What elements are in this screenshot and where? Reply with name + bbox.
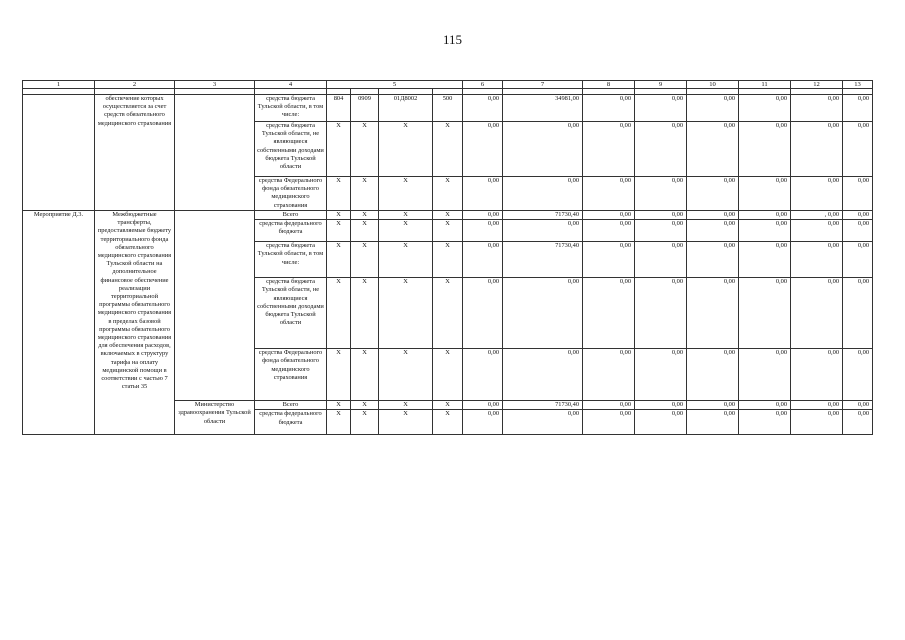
value-cell: 0,00 bbox=[583, 177, 635, 211]
code-cell: X bbox=[433, 211, 463, 220]
source-cell: Всего bbox=[255, 401, 327, 410]
value-cell: 0,00 bbox=[583, 220, 635, 242]
value-cell: 0,00 bbox=[687, 401, 739, 410]
value-cell: 0,00 bbox=[635, 220, 687, 242]
code-cell: X bbox=[327, 349, 351, 401]
value-cell: 0,00 bbox=[463, 220, 503, 242]
code-cell: X bbox=[433, 278, 463, 349]
value-cell: 71730,40 bbox=[503, 242, 583, 278]
code-cell: X bbox=[433, 220, 463, 242]
code-cell: X bbox=[327, 220, 351, 242]
budget-table bbox=[22, 80, 873, 435]
code-cell: X bbox=[351, 211, 379, 220]
value-cell: 0,00 bbox=[843, 211, 873, 220]
value-cell: 0,00 bbox=[503, 177, 583, 211]
value-cell: 0,00 bbox=[739, 278, 791, 349]
value-cell: 0,00 bbox=[791, 122, 843, 177]
value-cell: 0,00 bbox=[791, 401, 843, 410]
value-cell: 71730,40 bbox=[503, 401, 583, 410]
code-cell: X bbox=[379, 220, 433, 242]
value-cell: 0,00 bbox=[687, 95, 739, 122]
value-cell: , 0,00 bbox=[791, 211, 843, 220]
value-cell: 0,00 bbox=[503, 278, 583, 349]
code-cell: X bbox=[433, 401, 463, 410]
value-cell: 0,00 bbox=[583, 122, 635, 177]
value-cell: 0,00 bbox=[503, 349, 583, 401]
header-cell-6: 6 bbox=[463, 81, 503, 89]
code-cell: 804 bbox=[327, 95, 351, 122]
value-cell: 0,00 bbox=[463, 401, 503, 410]
code-cell: X bbox=[379, 211, 433, 220]
value-cell: 0,00 bbox=[463, 242, 503, 278]
code-cell: X bbox=[379, 122, 433, 177]
code-cell: X bbox=[351, 349, 379, 401]
code-cell: X bbox=[327, 122, 351, 177]
code-cell: X bbox=[379, 278, 433, 349]
code-cell: 500 bbox=[433, 95, 463, 122]
value-cell: 0,00 bbox=[843, 401, 873, 410]
header-cell-11: 11 bbox=[739, 81, 791, 89]
value-cell: 0,00 bbox=[687, 122, 739, 177]
value-cell: 0,00 bbox=[635, 401, 687, 410]
code-cell: X bbox=[433, 122, 463, 177]
value-cell: 0,00 bbox=[687, 177, 739, 211]
value-cell: 0,00 bbox=[635, 122, 687, 177]
value-cell: 0,00 bbox=[463, 278, 503, 349]
value-cell: 0,00 bbox=[791, 410, 843, 435]
value-cell: 0,00 bbox=[739, 220, 791, 242]
value-cell: 0,00 bbox=[739, 410, 791, 435]
header-cell-8: 8 bbox=[583, 81, 635, 89]
code-cell: 01Д8002 bbox=[379, 95, 433, 122]
page-number: 115 bbox=[442, 32, 463, 47]
activity-cell: Мероприятие Д.3. bbox=[23, 211, 95, 435]
header-cell-12: 12 bbox=[791, 81, 843, 89]
code-cell: 0909 bbox=[351, 95, 379, 122]
value-cell: 0,00 bbox=[739, 122, 791, 177]
value-cell: 0,00 bbox=[791, 95, 843, 122]
code-cell: X bbox=[433, 410, 463, 435]
value-cell: 0,00 bbox=[843, 220, 873, 242]
description-cell: обеспечение которых осуществляется за счет средств обязательного медицинского страхования bbox=[95, 95, 175, 211]
value-cell: 0,00 bbox=[503, 410, 583, 435]
value-cell: 0,00 bbox=[843, 349, 873, 401]
executor-cell bbox=[175, 211, 255, 401]
source-cell: средства бюджета Тульской области, не являющиеся собственными доходами бюджета Тульской области bbox=[255, 278, 327, 349]
value-cell: 0,00 bbox=[635, 278, 687, 349]
code-cell: X bbox=[327, 278, 351, 349]
code-cell: X bbox=[327, 410, 351, 435]
executor-cell bbox=[175, 95, 255, 211]
value-cell: 0,00 bbox=[583, 349, 635, 401]
value-cell: 0,00 bbox=[843, 177, 873, 211]
header-cell-9: 9 bbox=[635, 81, 687, 89]
executor-cell: Министерство здравоохранения Тульской области bbox=[175, 401, 255, 435]
source-cell: средства бюджета Тульской области, в том числе: bbox=[255, 95, 327, 122]
code-cell: X bbox=[327, 177, 351, 211]
code-cell: X bbox=[433, 177, 463, 211]
value-cell: 0,00 bbox=[463, 122, 503, 177]
value-cell: 0,00 bbox=[583, 95, 635, 122]
value-cell: 0,00 bbox=[503, 220, 583, 242]
code-cell: X bbox=[433, 242, 463, 278]
code-cell: X bbox=[433, 349, 463, 401]
source-cell: Всего bbox=[255, 211, 327, 220]
value-cell: 0,00 bbox=[583, 242, 635, 278]
value-cell: 0,00 bbox=[463, 211, 503, 220]
value-cell: 34981,00 bbox=[503, 95, 583, 122]
value-cell: 0,00 bbox=[635, 349, 687, 401]
code-cell: X bbox=[327, 211, 351, 220]
code-cell: X bbox=[379, 401, 433, 410]
code-cell: X bbox=[351, 278, 379, 349]
code-cell: X bbox=[351, 177, 379, 211]
value-cell: 0,00 bbox=[635, 410, 687, 435]
value-cell: 0,00 bbox=[687, 410, 739, 435]
value-cell: 0,00 bbox=[791, 220, 843, 242]
header-cell-1: 1 bbox=[23, 81, 95, 89]
value-cell: 0,00 bbox=[739, 349, 791, 401]
value-cell: 0,00 bbox=[635, 242, 687, 278]
value-cell: 0,00 bbox=[739, 401, 791, 410]
table-row bbox=[23, 211, 873, 220]
header-cell-13: 13 bbox=[843, 81, 873, 89]
header-cell-10: 10 bbox=[687, 81, 739, 89]
value-cell: 0,00 bbox=[583, 401, 635, 410]
code-cell: X bbox=[379, 349, 433, 401]
code-cell: X bbox=[351, 220, 379, 242]
code-cell: X bbox=[327, 401, 351, 410]
header-cell-4: 4 bbox=[255, 81, 327, 89]
source-cell: средства федерального бюджета bbox=[255, 410, 327, 435]
value-cell: 0,00 bbox=[463, 410, 503, 435]
value-cell: 0,00 bbox=[687, 349, 739, 401]
code-cell: X bbox=[351, 410, 379, 435]
value-cell: 0,00 bbox=[687, 211, 739, 220]
value-cell: 0,00 bbox=[635, 211, 687, 220]
code-cell: X bbox=[327, 242, 351, 278]
header-cell-2: 2 bbox=[95, 81, 175, 89]
value-cell: 0,00 bbox=[739, 95, 791, 122]
header-cell-7: 7 bbox=[503, 81, 583, 89]
value-cell: 0,00 bbox=[843, 410, 873, 435]
value-cell: 0,00 bbox=[739, 242, 791, 278]
source-cell: средства Федерального фонда обязательного медицинского страхования bbox=[255, 177, 327, 211]
source-cell: средства бюджета Тульской области, не являющиеся собственными доходами бюджета Тульской области bbox=[255, 122, 327, 177]
value-cell: 0,00 bbox=[791, 177, 843, 211]
source-cell: средства Федерального фонда обязательного медицинского страхования bbox=[255, 349, 327, 401]
value-cell: 0,00 bbox=[463, 177, 503, 211]
table-row bbox=[23, 95, 873, 122]
value-cell: 0,00 bbox=[463, 349, 503, 401]
value-cell: 0,00 bbox=[583, 211, 635, 220]
header-row bbox=[23, 81, 873, 89]
source-cell: средства бюджета Тульской области, в том числе: bbox=[255, 242, 327, 278]
value-cell: 0,00 bbox=[503, 122, 583, 177]
description-cell: Межбюджетные трансферты, предоставляемые бюджету территориального фонда обязательного медицинского страхования Тульской области на дополнительное финансовое обеспечение реализации территориальной программы обязательного медицинского страхования в пределах базовой программы обязательного медицинского страхования для обеспечения расходов, включаемых в структуру тарифа на оплату медицинской помощи в соответствии с частью 7 статьи 35 bbox=[95, 211, 175, 435]
value-cell: 0,00 bbox=[687, 242, 739, 278]
value-cell: 0,00 bbox=[739, 177, 791, 211]
value-cell: 0,00 bbox=[583, 278, 635, 349]
value-cell: 0,00 bbox=[791, 242, 843, 278]
value-cell: 0,00 bbox=[843, 95, 873, 122]
value-cell: 0,00 bbox=[791, 349, 843, 401]
header-cell-5: 5 bbox=[327, 81, 463, 89]
code-cell: X bbox=[351, 401, 379, 410]
value-cell: 0,00 bbox=[687, 278, 739, 349]
code-cell: X bbox=[351, 242, 379, 278]
value-cell: 0,00 bbox=[635, 177, 687, 211]
code-cell: X bbox=[351, 122, 379, 177]
value-cell: 0,00 bbox=[687, 220, 739, 242]
code-cell: X bbox=[379, 410, 433, 435]
header-cell-3: 3 bbox=[175, 81, 255, 89]
activity-cell bbox=[23, 95, 95, 211]
value-cell: 0,00 bbox=[635, 95, 687, 122]
code-cell: X bbox=[379, 242, 433, 278]
value-cell: 0,00 bbox=[583, 410, 635, 435]
source-cell: средства федерального бюджета bbox=[255, 220, 327, 242]
value-cell: 0,00 bbox=[843, 242, 873, 278]
value-cell: 0,00 bbox=[739, 211, 791, 220]
value-cell: 0,00 bbox=[843, 278, 873, 349]
value-cell: 0,00 bbox=[843, 122, 873, 177]
code-cell: X bbox=[379, 177, 433, 211]
value-cell: 0,00 bbox=[791, 278, 843, 349]
value-cell: 71730,40 bbox=[503, 211, 583, 220]
value-cell: 0,00 bbox=[463, 95, 503, 122]
